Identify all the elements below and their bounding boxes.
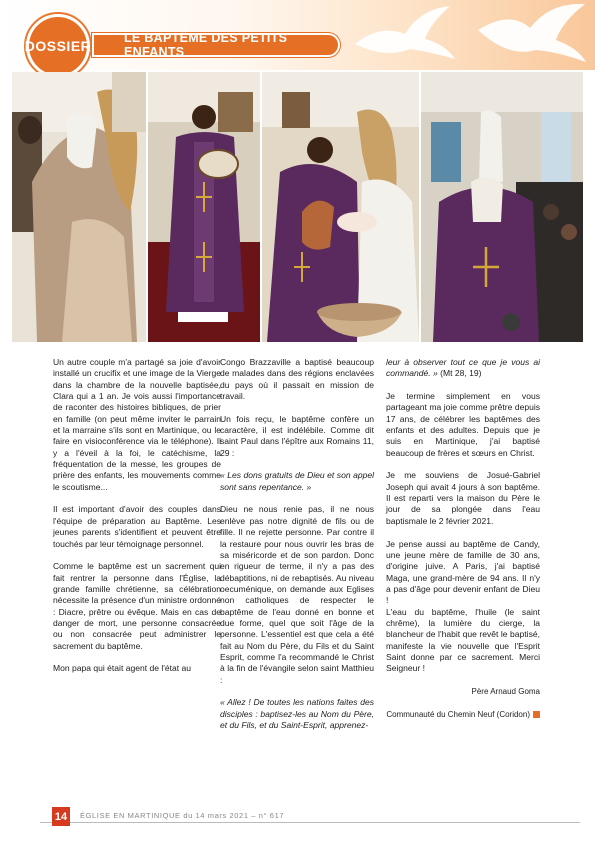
paragraph: Il est important d'avoir des couples dans l'équipe de préparation au Baptême. Les jeunes parents s'identifient et peuvent être touchés par leur témoignage personnel. — [53, 504, 221, 549]
paragraph: Je me souviens de Josué-Gabriel Joseph qui avait 4 jours à son baptême. Il est reparti vers la maison du Père le jour de sa plongée dans l'eau baptismale le 2 février 2021. — [386, 470, 540, 526]
dove-icon — [350, 4, 460, 64]
author-name: Père Arnaud Goma — [471, 686, 540, 696]
bible-reference: (Mt 28, 19) — [437, 368, 482, 379]
paragraph: Je termine simplement en vous partageant ma joie comme prêtre depuis 17 ans, de célébrer les baptêmes des enfants et des adultes. Depuis que je suis en Martinique, j'ai baptisé beaucoup de frères et sœurs en Christ. — [386, 391, 540, 458]
end-mark-icon — [533, 711, 540, 718]
photo-priest-back — [421, 72, 583, 342]
text-column-3 — [386, 357, 540, 731]
dove-icon — [470, 0, 590, 66]
photo-priest-drum — [148, 72, 260, 342]
bible-quote: « Les dons gratuits de Dieu et son appel sont sans repentance. » — [220, 470, 374, 492]
photo-strip — [12, 72, 583, 342]
article-title: LE BAPTÊME DES PETITS ENFANTS — [92, 33, 340, 57]
paragraph: Comme le baptême est un sacrement qui fait rentrer la personne dans l'Église, la grande famille chrétienne, sa célébration nécessite la présence d'un ministre ordonné : Diacre, prêtre ou évêque. Mais en cas de danger de mort, une personne consacrée ou non consacrée peut administrer le sacrement du baptême. — [53, 561, 221, 651]
author-affiliation-text: Communauté du Chemin Neuf (Coridon) — [386, 709, 530, 719]
text-column-2 — [220, 357, 374, 743]
bible-quote-end: leur à observer tout ce que je vous ai commandé. » — [386, 357, 540, 379]
paragraph: Dieu ne nous renie pas, il ne nous enlève pas notre dignité de fils ou de fille. Il ne rejette personne. Par contre il la restaure pour nous ouvrir les bras de sa miséricorde et de son pardon. Donc en rigueur de terme, il n'y a pas des débaptitions, ni de rebaptisés. Au niveau oecuménique, on demande aux Eglises non catholiques de respecter le baptême de l'eau donné en bonne et due forme, quel que soit l'âge de la personne. L'essentiel est que cela a été fait au Nom du Père, du Fils et du Saint Esprit, comme l'a recommandé le Christ à la fin de l'évangile selon saint Matthieu : — [220, 504, 374, 685]
paragraph — [386, 357, 540, 380]
dossier-badge: DOSSIER — [29, 17, 87, 75]
paragraph: Un autre couple m'a partagé sa joie d'avoir installé un crucifix et une image de la Vierge dans la chambre de la nouvelle baptisée, Clara qui a 1 an. Je vois aussi l'importance de raconter des histoires bibliques, de prier en famille (on peut même inviter le parrain et la marraine s'ils sont en Martinique, ou le faire en visioconférence via le téléphone). Il y a l'éveil à la foi, le catéchisme, la fréquentation de la messe, les groupes de prière des enfants, les mouvements comme le scoutisme... — [53, 357, 221, 492]
paragraph: L'eau du baptême, l'huile (le saint chrême), la lumière du cierge, la blancheur de l'habit que revêt le baptisé, manifeste la vie nouvelle que l'Esprit Saint donne par ce sacrement. Merci Seigneur ! — [386, 606, 540, 674]
text-column-1 — [53, 357, 221, 686]
footer-rule — [40, 822, 580, 823]
author-affiliation — [386, 709, 540, 720]
page-number: 14 — [52, 807, 70, 826]
photo-baptism-font — [262, 72, 419, 342]
paragraph: Je pense aussi au baptême de Candy, une jeune mère de famille de 30 ans, d'origine juive. A Paris, j'ai baptisé Maga, une grand-mère de 94 ans. Il n'y a pas d'âge pour devenir enfant de Dieu ! — [386, 538, 540, 606]
bible-quote: « Allez ! De toutes les nations faites des disciples : baptisez-les au Nom du Père, et du Fils, et du Saint-Esprit, apprenez- — [220, 697, 374, 730]
paragraph: Congo Brazzaville a baptisé beaucoup de malades dans des régions enclavées du pays où il passait en mission de travail. — [220, 357, 374, 402]
paragraph: Mon papa qui était agent de l'état au — [53, 663, 192, 674]
footer-publication: ÉGLISE EN MARTINIQUE du 14 mars 2021 – n° 617 — [80, 811, 285, 820]
paragraph: Un fois reçu, le baptême confère un caractère, il est indélébile. Comme dit saint Paul dans l'épître aux Romains 11, 29 : — [220, 413, 374, 458]
photo-mother-baby — [12, 72, 146, 342]
